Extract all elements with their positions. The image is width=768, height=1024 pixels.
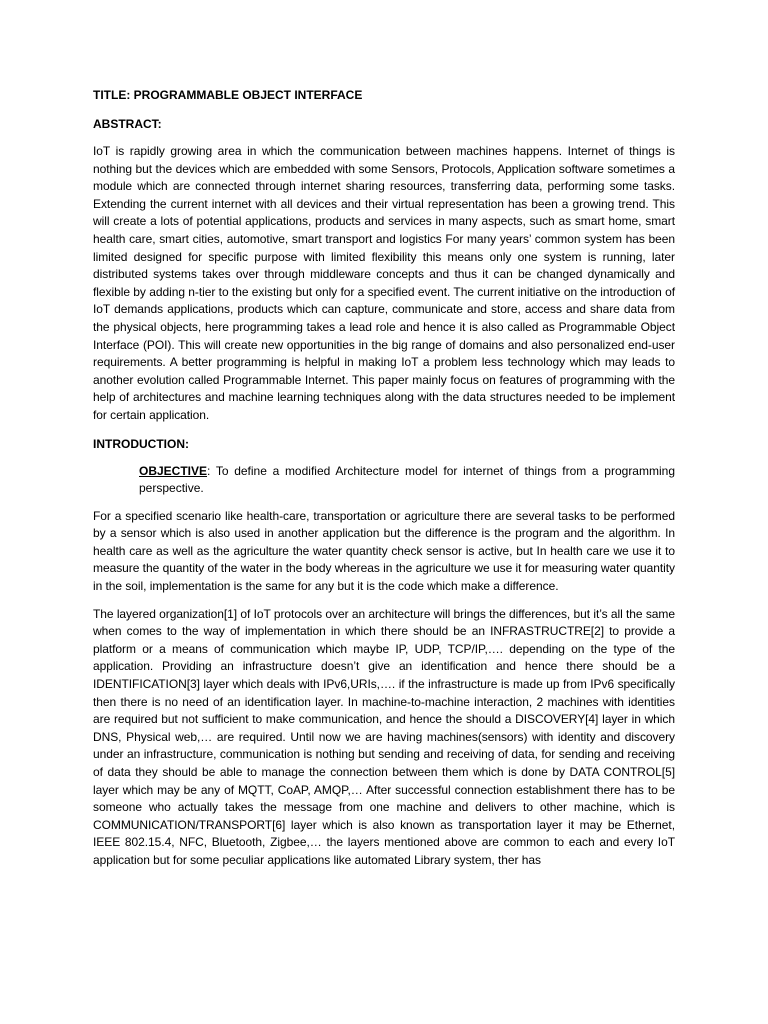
intro-paragraph-2: The layered organization[1] of IoT protocols over an architecture will brings the differences, but it’s all the same when comes to the way of implementation in which there should be an INFRASTRUCTRE[2] to provide a platform or a means of communication which maybe IP, UDP, TCP/IP,…. depending on the type of the application. Providing an infrastructure doesn’t give an identification and hence there should be a IDENTIFICATION[3] layer which deals with IPv6,URIs,…. if the infrastructure is made up from IPv6 specifically then there is no need of an identification layer. In machine-to-machine interaction, 2 machines with identities are required but not sufficient to make communication, and hence the should a DISCOVERY[4] layer in which DNS, Physical web,… are required. Until now we are having machines(sensors) with identity and discovery under an infrastructure, communication is nothing but sending and receiving of data, for sending and receiving of data they should be able to manage the connection between them which is done by DATA CONTROL[5] layer which may be any of MQTT, CoAP, AMQP,… After successful connection establishment there has to be someone who actually takes the message from one machine and delivers to other machine, which is COMMUNICATION/TRANSPORT[6] layer which is also known as transportation layer it may be Ethernet, IEEE 802.15.4, NFC, Bluetooth, Zigbee,… the layers mentioned above are common to each and every IoT application but for some peculiar applications like automated Library system, ther has bbox=[93, 606, 675, 867]
objective-label: OBJECTIVE bbox=[139, 463, 208, 478]
abstract-heading: ABSTRACT: bbox=[93, 117, 162, 131]
document-title: TITLE: PROGRAMMABLE OBJECT INTERFACE bbox=[93, 88, 363, 102]
intro-paragraph-1: For a specified scenario like health-care, transportation or agriculture there are several tasks to be performed by a sensor which is also used in another application but the difference is the program and the algorithm. In health care as well as the agriculture the water quantity check sensor is active, but In health care we use it to measure the quantity of the water in the body whereas in the agriculture we use it for measuring water quantity in the soil, implementation is the same for any but it is the code which make a difference. bbox=[93, 508, 675, 594]
introduction-heading: INTRODUCTION: bbox=[93, 436, 189, 451]
objective-paragraph bbox=[139, 463, 675, 498]
abstract-paragraph: IoT is rapidly growing area in which the communication between machines happens. Internet of things is nothing but the devices which are embedded with some Sensors, Protocols, Application software sometimes a module which are connected through internet sharing resources, transferring data, performing some tasks. Extending the current internet with all devices and their virtual representation has been a growing trend. This will create a lots of potential applications, products and services in many aspects, such as smart home, smart health care, smart cities, automotive, smart transport and logistics For many years’ common system has been limited designed for specific purpose with limited flexibility this means only one system is running, later distributed systems takes over through middleware concepts and thus it can be changed dynamically and flexible by adding n-tier to the existing but only for a specified event. The current initiative on the introduction of IoT demands applications, products which can capture, communicate and store, access and share data from the physical objects, here programming takes a lead role and hence it is also called as Programmable Object Interface (POI). This will create new opportunities in the big range of domains and also personalized end-user requirements. A better programming is helpful in making IoT a problem less technology which may leads to another evolution called Programmable Internet. This paper mainly focus on features of programming with the help of architectures and machine learning techniques along with the data structures needed to be implement for certain application. bbox=[93, 144, 675, 422]
objective-text: : To define a modified Architecture model for internet of things from a programming perspective. bbox=[139, 463, 675, 496]
